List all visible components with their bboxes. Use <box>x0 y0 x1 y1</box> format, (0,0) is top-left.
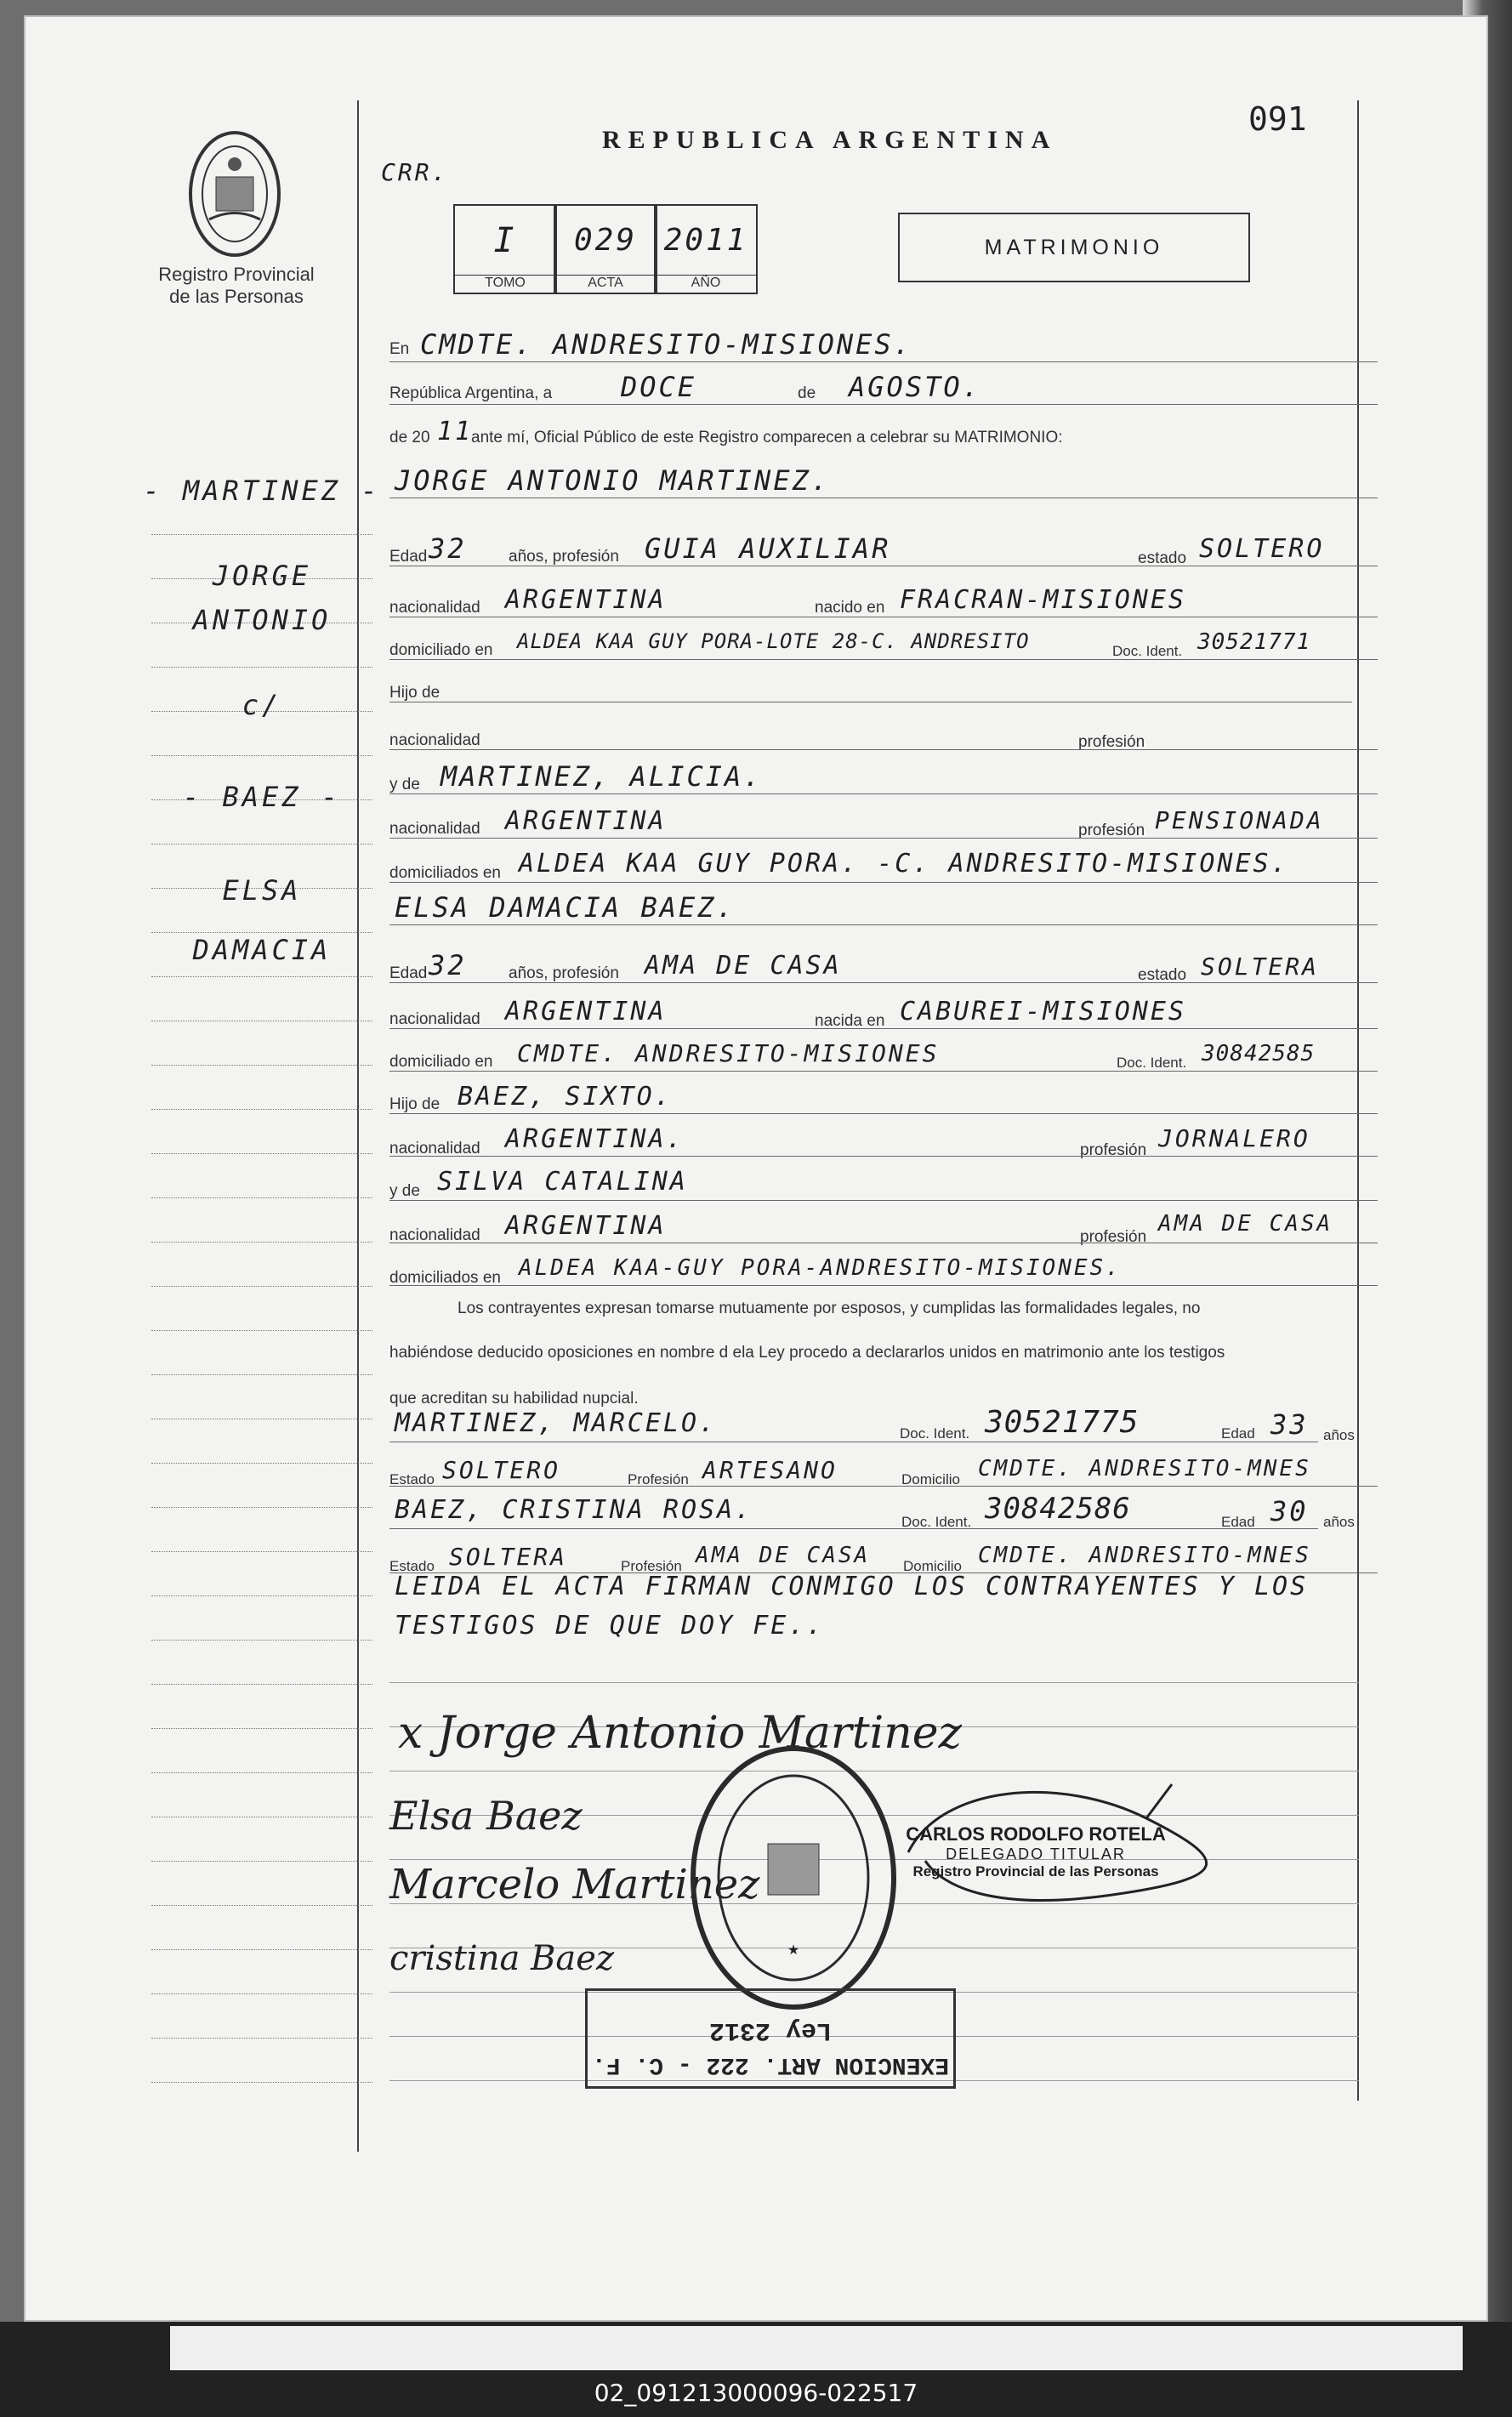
margin-bride-name2: DAMACIA <box>192 934 332 966</box>
value-groom-name: JORGE ANTONIO MARTINEZ. <box>395 464 831 497</box>
label-republica: República Argentina, a <box>389 384 553 402</box>
margin-rule <box>151 1949 372 1950</box>
label-de: de <box>798 384 816 402</box>
label-y-de: y de <box>389 1182 420 1200</box>
row-bride-father-nationality <box>389 1118 1378 1158</box>
value-witness2-age: 30 <box>1270 1495 1309 1527</box>
row-date <box>389 366 1378 407</box>
blank-rule <box>389 1682 1359 1683</box>
official-name: CARLOS RODOLFO ROTELA <box>906 1823 1166 1845</box>
value-bride-doc: 30842585 <box>1202 1041 1316 1066</box>
declaration-line1: Los contrayentes expresan tomarse mutuamente por esposos, y cumplidas las formalidades legales, no <box>458 1299 1201 1317</box>
label-nacionalidad: nacionalidad <box>389 1010 480 1028</box>
row-groom-nationality <box>389 578 1378 619</box>
label-en: En <box>389 340 410 358</box>
label-profesion: Profesión <box>621 1558 682 1574</box>
value-groom-mother-nationality: ARGENTINA <box>505 806 667 836</box>
label-doc-ident: Doc. Ident. <box>900 1425 970 1442</box>
label-profesion: profesión <box>1080 1141 1147 1159</box>
acta-label: ACTA <box>555 275 656 291</box>
margin-rule <box>151 1772 372 1773</box>
country-title: REPUBLICA ARGENTINA <box>602 126 1058 154</box>
svg-text:★: ★ <box>787 1943 800 1958</box>
margin-rule <box>151 1197 372 1198</box>
row-witness1-name <box>389 1403 1378 1444</box>
value-bride-parents-address: ALDEA KAA-GUY PORA-ANDRESITO-MISIONES. <box>519 1255 1122 1281</box>
anio-value: 2011 <box>663 223 748 258</box>
label-anos-profesion: años, profesión <box>509 548 619 566</box>
value-witness1-age: 33 <box>1270 1408 1309 1441</box>
row-groom-mother <box>389 755 1378 796</box>
value-witness1-status: SOLTERO <box>442 1456 561 1484</box>
value-witness2-status: SOLTERA <box>449 1543 568 1571</box>
official-office: Registro Provincial de las Personas <box>912 1863 1159 1880</box>
margin-rule <box>151 2082 372 2083</box>
tomo-label: TOMO <box>455 275 555 291</box>
row-groom-parents-address <box>389 844 1378 884</box>
value-witness1-name: MARTINEZ, MARCELO. <box>395 1408 718 1438</box>
value-year: 11 <box>437 417 474 446</box>
margin-rule <box>151 1065 372 1066</box>
row-groom-address <box>389 621 1378 662</box>
exemption-line1: EXENCION ART. 222 - C. F. <box>591 2051 950 2078</box>
value-groom-profession: GUIA AUXILIAR <box>645 532 891 565</box>
value-bride-name: ELSA DAMACIA BAEZ. <box>395 891 736 924</box>
label-hijo-de: Hijo de <box>389 684 441 702</box>
label-nacionalidad: nacionalidad <box>389 1140 480 1157</box>
label-domiciliado-en: domiciliado en <box>389 641 493 659</box>
label-de20: de 20 <box>389 429 430 446</box>
row-witness1-details <box>389 1447 1378 1488</box>
margin-rule <box>151 2038 372 2039</box>
label-edad: Edad <box>1221 1425 1255 1442</box>
label-estado: Estado <box>389 1558 435 1574</box>
label-nacida-en: nacida en <box>815 1012 885 1030</box>
value-witness2-address: CMDTE. ANDRESITO-MNES <box>978 1543 1311 1568</box>
row-bride-father <box>389 1075 1378 1116</box>
value-groom-nationality: ARGENTINA <box>505 585 667 615</box>
margin-rule <box>151 1861 372 1862</box>
label-nacido-en: nacido en <box>815 599 885 617</box>
exemption-stamp <box>585 1988 956 2089</box>
margin-rule <box>151 1640 372 1641</box>
margin-rule <box>151 976 372 977</box>
value-witness2-profession: AMA DE CASA <box>696 1543 871 1568</box>
row-place <box>389 323 1378 364</box>
label-edad: Edad <box>389 548 428 566</box>
value-bride-birthplace: CABUREI-MISIONES <box>900 997 1186 1027</box>
registry-line2: de las Personas <box>169 286 304 307</box>
margin-rule <box>151 932 372 933</box>
label-profesion: profesión <box>1080 1228 1147 1246</box>
value-bride-mother-profession: AMA DE CASA <box>1158 1211 1333 1237</box>
value-groom-age: 32 <box>429 532 467 565</box>
label-anos: años <box>1323 1427 1355 1443</box>
margin-rule <box>151 1153 372 1154</box>
label-domiciliados-en: domiciliados en <box>389 1269 501 1287</box>
value-place: CMDTE. ANDRESITO-MISIONES. <box>420 328 912 361</box>
margin-rule <box>151 1507 372 1508</box>
value-witness1-profession: ARTESANO <box>702 1456 838 1484</box>
value-bride-profession: AMA DE CASA <box>645 951 842 981</box>
row-witness2-name <box>389 1490 1378 1531</box>
value-groom-mother-profession: PENSIONADA <box>1155 806 1324 834</box>
official-stamp <box>900 1823 1172 1880</box>
value-month: AGOSTO. <box>849 371 981 403</box>
margin-rule <box>151 1286 372 1287</box>
anio-label: AÑO <box>656 275 756 291</box>
label-estado: estado <box>1138 549 1187 567</box>
row-groom-mother-nationality <box>389 799 1378 840</box>
label-doc-ident: Doc. Ident. <box>1112 643 1183 659</box>
label-edad: Edad <box>389 964 428 982</box>
margin-rule <box>151 1684 372 1685</box>
row-bride-age <box>389 944 1378 985</box>
label-profesion: Profesión <box>628 1471 689 1487</box>
value-witness2-name: BAEZ, CRISTINA ROSA. <box>395 1495 753 1525</box>
margin-rule <box>151 1374 372 1375</box>
anio-cell <box>654 204 758 294</box>
corr-note: CRR. <box>381 158 449 186</box>
signature-bride: Elsa Baez <box>389 1793 583 1839</box>
row-bride-address <box>389 1032 1378 1073</box>
acta-value: 029 <box>573 223 638 258</box>
label-estado: estado <box>1138 966 1187 984</box>
margin-rule <box>151 1242 372 1243</box>
margin-groom-name1: JORGE <box>212 560 312 592</box>
margin-groom-surname: - MARTINEZ - <box>143 475 381 507</box>
label-hijo-de: Hijo de <box>389 1095 441 1113</box>
row-groom-age <box>389 527 1378 568</box>
delegation-seal-icon <box>687 1742 900 2014</box>
label-domiciliado-en: domiciliado en <box>389 1053 493 1071</box>
value-witness2-doc: 30842586 <box>985 1492 1131 1526</box>
signature-witness1: Marcelo Martinez <box>389 1861 760 1908</box>
label-estado: Estado <box>389 1471 435 1487</box>
label-doc-ident: Doc. Ident. <box>1117 1055 1187 1071</box>
margin-rule <box>151 1993 372 1994</box>
row-witness2-details <box>389 1534 1378 1575</box>
tomo-cell <box>453 204 557 294</box>
value-day: DOCE <box>621 371 697 403</box>
value-groom-birthplace: FRACRAN-MISIONES <box>900 585 1186 615</box>
label-comparecen: ante mí, Oficial Público de este Registro comparecen a celebrar su MATRIMONIO: <box>471 429 1063 446</box>
scan-filename: 02_091213000096-022517 <box>594 2379 918 2407</box>
margin-rule <box>151 755 372 756</box>
value-witness1-address: CMDTE. ANDRESITO-MNES <box>978 1456 1311 1481</box>
value-bride-mother: SILVA CATALINA <box>437 1167 688 1197</box>
row-bride-nationality <box>389 990 1378 1031</box>
margin-rule <box>151 1595 372 1596</box>
row-bride-parents-address <box>389 1247 1378 1288</box>
record-type-box: MATRIMONIO <box>898 213 1250 282</box>
margin-rule <box>151 1728 372 1729</box>
folio-number: 091 <box>1248 100 1307 138</box>
label-domiciliados-en: domiciliados en <box>389 864 501 882</box>
margin-groom-name2: ANTONIO <box>192 604 332 636</box>
page-edge <box>170 2326 1463 2370</box>
register-page <box>24 15 1488 2322</box>
label-nacionalidad: nacionalidad <box>389 731 480 749</box>
margin-connector: c/ <box>242 689 282 721</box>
closing-line2: TESTIGOS DE QUE DOY FE.. <box>395 1611 825 1641</box>
label-edad: Edad <box>1221 1514 1255 1530</box>
label-domicilio: Domicilio <box>903 1558 962 1574</box>
acta-cell <box>554 204 657 294</box>
label-profesion: profesión <box>1078 733 1145 751</box>
value-bride-nationality: ARGENTINA <box>505 997 667 1027</box>
label-nacionalidad: nacionalidad <box>389 820 480 838</box>
label-anos-profesion: años, profesión <box>509 964 619 982</box>
margin-bride-name1: ELSA <box>222 874 302 907</box>
value-bride-mother-nationality: ARGENTINA <box>505 1211 667 1241</box>
row-bride-mother-nationality <box>389 1204 1378 1245</box>
row-groom-father <box>389 663 1378 704</box>
margin-rule <box>151 534 372 535</box>
registry-line1: Registro Provincial <box>158 264 315 285</box>
margin-bride-surname: - BAEZ - <box>182 781 342 813</box>
value-bride-address: CMDTE. ANDRESITO-MISIONES <box>517 1039 940 1067</box>
exemption-line2: Ley 2312 <box>708 2016 833 2044</box>
row-bride-mother <box>389 1162 1378 1203</box>
margin-rule <box>151 1109 372 1110</box>
value-groom-doc: 30521771 <box>1197 629 1311 655</box>
official-title: DELEGADO TITULAR <box>946 1845 1126 1863</box>
label-anos: años <box>1323 1514 1355 1530</box>
value-groom-address: ALDEA KAA GUY PORA-LOTE 28-C. ANDRESITO <box>517 629 1030 653</box>
value-bride-father: BAEZ, SIXTO. <box>458 1082 673 1112</box>
value-groom-mother: MARTINEZ, ALICIA. <box>441 760 763 793</box>
signature-groom: x Jorge Antonio Martinez <box>398 1708 962 1759</box>
tomo-value: I <box>493 221 517 260</box>
margin-rule <box>151 667 372 668</box>
row-bride-name <box>389 886 1378 927</box>
value-witness1-doc: 30521775 <box>985 1405 1140 1440</box>
label-nacionalidad: nacionalidad <box>389 599 480 617</box>
margin-rule <box>151 1463 372 1464</box>
signature-witness2: cristina Baez <box>389 1939 615 1978</box>
row-groom-father-nationality <box>389 711 1378 752</box>
value-groom-status: SOLTERO <box>1199 534 1325 564</box>
value-bride-status: SOLTERA <box>1201 953 1320 981</box>
label-domicilio: Domicilio <box>901 1471 960 1487</box>
margin-divider <box>357 100 359 2152</box>
record-number-box <box>453 204 770 298</box>
value-groom-parents-address: ALDEA KAA GUY PORA. -C. ANDRESITO-MISIONES. <box>519 849 1289 879</box>
label-nacionalidad: nacionalidad <box>389 1226 480 1244</box>
declaration-line3: que acreditan su habilidad nupcial. <box>389 1390 639 1408</box>
margin-rule <box>151 1551 372 1552</box>
label-y-de: y de <box>389 776 420 793</box>
margin-rule <box>151 1905 372 1906</box>
value-bride-age: 32 <box>429 949 467 981</box>
closing-line1: LEIDA EL ACTA FIRMAN CONMIGO LOS CONTRAYENTES Y LOS <box>395 1572 1309 1601</box>
margin-rule <box>151 844 372 845</box>
row-year <box>389 408 1378 449</box>
label-doc-ident: Doc. Ident. <box>901 1514 972 1530</box>
row-groom-name <box>389 459 1378 500</box>
province-seal-icon <box>184 126 286 262</box>
label-profesion: profesión <box>1078 822 1145 839</box>
declaration-line2: habiéndose deducido oposiciones en nombre d ela Ley procedo a declararlos unidos en matrimonio ante los testigos <box>389 1344 1225 1362</box>
registry-name <box>151 264 321 308</box>
value-bride-father-nationality: ARGENTINA. <box>505 1124 685 1154</box>
value-bride-father-profession: JORNALERO <box>1158 1124 1310 1152</box>
margin-rule <box>151 1330 372 1331</box>
